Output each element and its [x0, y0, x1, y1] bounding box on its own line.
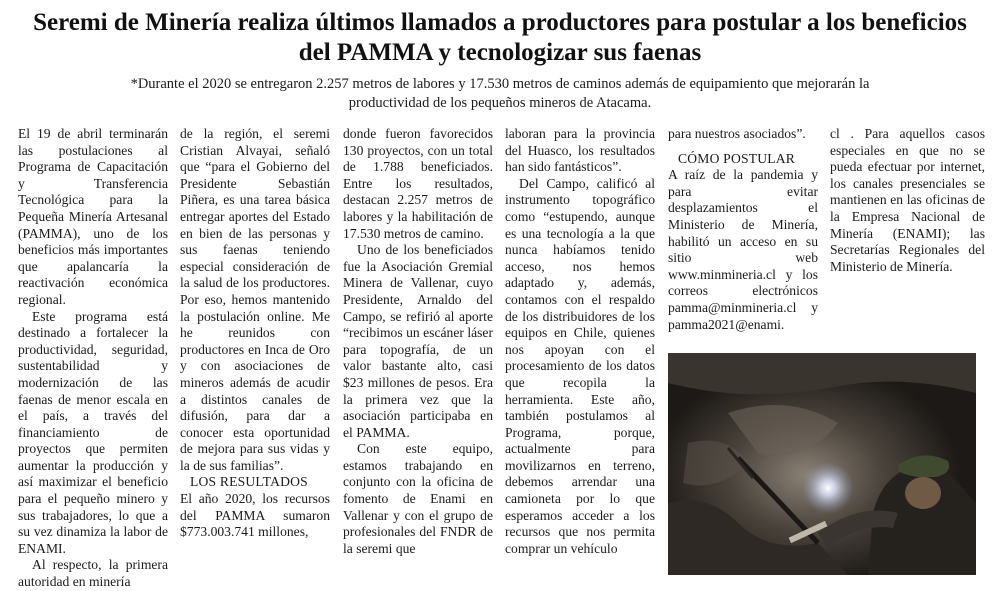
article-column-2: [180, 126, 330, 541]
mine-tunnel-photo: [668, 353, 976, 575]
paragraph: Uno de los beneficiados fue la Asociación Gremial Minera de Vallenar, cuyo Presidente, Arnaldo del Campo, se refirió al aporte “recibimos un escáner láser para topografía, de un valor bastante alto, casi $23 millones de pesos. Era la primera vez que la asociación participaba en el PAMMA.: [343, 242, 493, 440]
paragraph: Al respecto, la primera autoridad en minería: [18, 557, 168, 590]
paragraph: El 19 de abril terminarán las postulaciones al Programa de Capacitación y Transferencia Tecnológica para la Pequeña Minería Artesanal (PAMMA), uno de los beneficios más importantes que apalancaría la reactivación económica regional.: [18, 126, 168, 307]
paragraph: de la región, el seremi Cristian Alvayai, señaló que “para el Gobierno del Presidente Sebastián Piñera, es una tarea básica entregar aportes del Estado en bien de las personas y sus faenas teniendo especial consideración de la salud de los productores. Por eso, hemos mantenido la postulación online. Me he reunidos con productores en Inca de Oro y con asociaciones de mineros además de acudir a distintos canales de difusión, para dar a conocer esta oportunidad de mejora para sus vidas y la de sus familias”.: [180, 126, 330, 473]
paragraph: donde fueron favorecidos 130 proyectos, con un total de 1.788 beneficiados. Entre los resultados, destacan 2.257 metros de labores y la habilitación de 17.530 metros de camino.: [343, 126, 493, 241]
section-heading-how-to-apply: CÓMO POSTULAR: [678, 150, 796, 166]
article-column-5: [668, 126, 818, 333]
headline: Seremi de Minería realiza últimos llamados a productores para postular a los beneficios del PAMMA y tecnologizar sus faenas: [33, 9, 967, 66]
paragraph: cl . Para aquellos casos especiales en que no se pueda efectuar por internet, los canales presenciales se mantienen en las oficinas de la Empresa Nacional de Minería (ENAMI); las Secretarías Regionales del Ministerio de Minería.: [830, 126, 985, 274]
article-column-1: [18, 126, 168, 591]
article-column-6: [830, 126, 985, 275]
section-heading-results: LOS RESULTADOS: [190, 474, 308, 490]
paragraph: laboran para la provincia del Huasco, los resultados han sido fantásticos”.: [505, 126, 655, 175]
paragraph: A raíz de la pandemia y para evitar desplazamientos el Ministerio de Minería, habilitó un acceso en su sitio web www.minmineria.cl y los correos electrónicos pamma@minmineria.cl y pamma2021@enami.: [668, 167, 818, 332]
article-column-4: [505, 126, 655, 557]
paragraph: para nuestros asociados”.: [668, 126, 806, 141]
paragraph: El año 2020, los recursos del PAMMA sumaron $773.003.741 millones,: [180, 491, 330, 540]
paragraph: Del Campo, calificó al instrumento topográfico como “estupendo, aunque es una tecnología a la que nunca habíamos tenido acceso, nos hemos adaptado y, además, contamos con el respaldo de los distribuidores de los equipos en Chile, quienes nos apoyan con el procesamiento de los datos que recopila la herramienta. Este año, también postulamos al Programa, porque, actualmente para movilizarnos en terreno, debemos arrendar una camioneta por lo que esperamos acceder a los recursos que nos permita comprar un vehículo: [505, 175, 655, 556]
paragraph: Este programa está destinado a fortalecer la productividad, seguridad, sustentabilidad y modernización de las faenas de menor escala en el país, a través del financiamiento de proyectos que permiten aumentar la producción y así maximizar el beneficio para el pequeño minero y sus trabajadores, lo que a su vez dinamiza la labor de ENAMI.: [18, 308, 168, 556]
article-column-3: [343, 126, 493, 557]
subhead: *Durante el 2020 se entregaron 2.257 metros de labores y 17.530 metros de caminos además de equipamiento que mejorarán la productividad de los pequeños mineros de Atacama.: [130, 76, 870, 111]
paragraph: Con este equipo, estamos trabajando en conjunto con la oficina de fomento de Enami en Vallenar y con el grupo de profesionales del FNDR de la seremi que: [343, 441, 493, 556]
